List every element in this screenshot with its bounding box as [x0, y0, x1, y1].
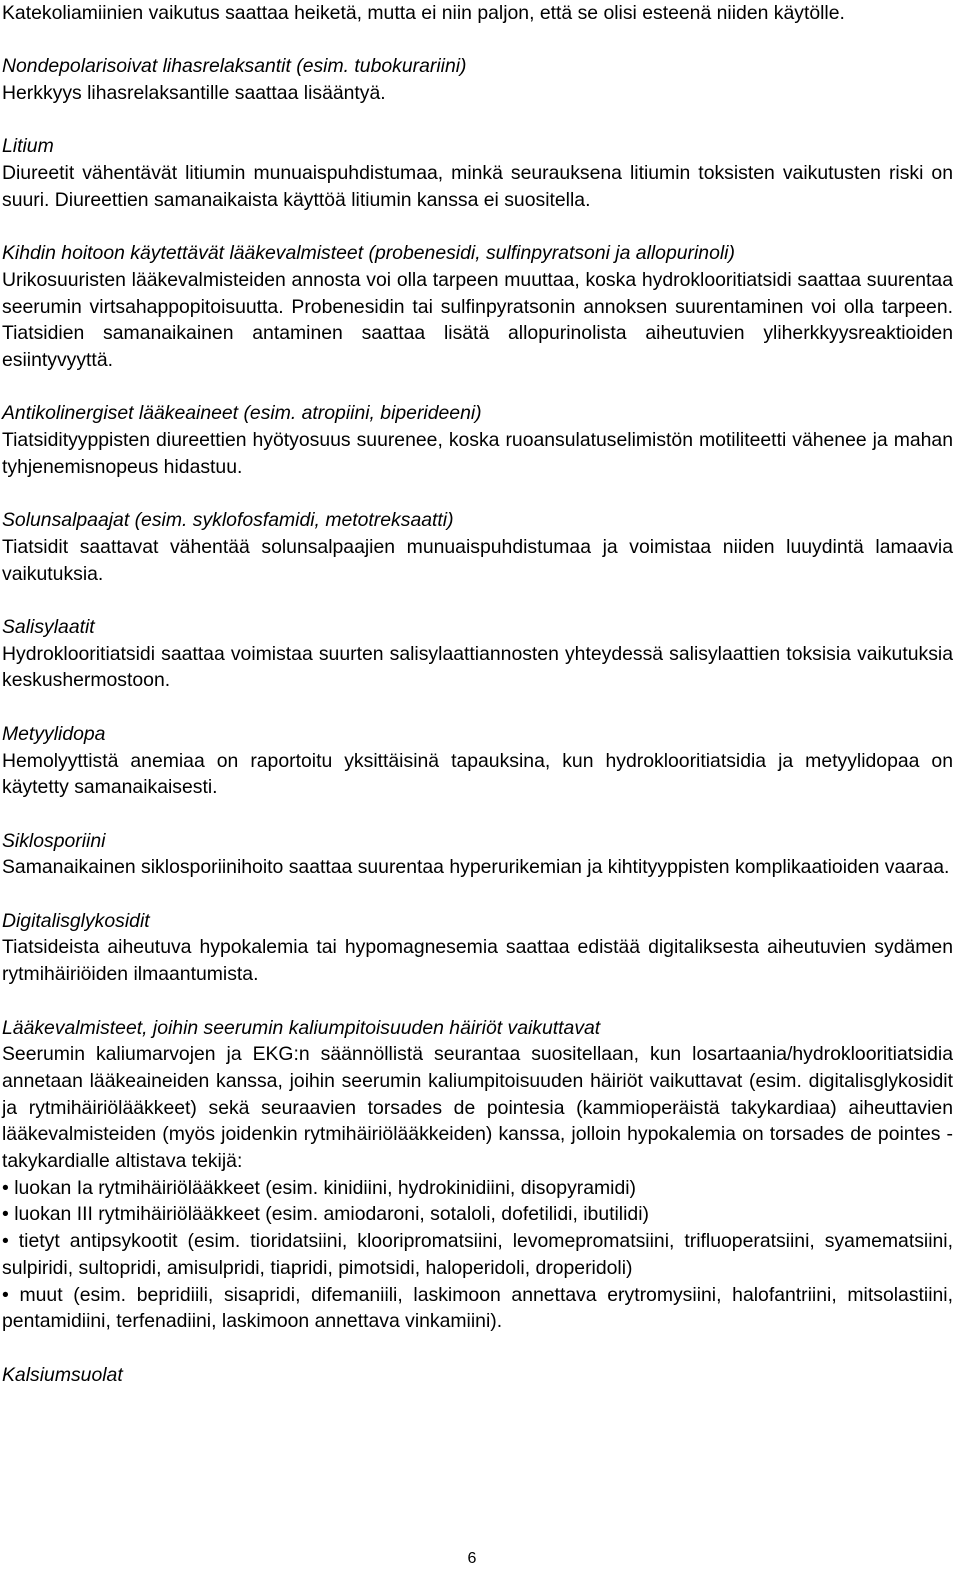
section-heading: Antikolinergiset lääkeaineet (esim. atropiini, biperideeni) [2, 402, 482, 425]
section-body: Diureetit vähentävät litiumin munuaispuhdistumaa, minkä seurauksena litiumin toksisten vaikutusten riski on suuri. Diureettien samanaikaista käyttöä litiumin kanssa ei suositella. [2, 162, 953, 211]
list-item [2, 1201, 953, 1228]
section-heading: Solunsalpaajat (esim. syklofosfamidi, metotreksaatti) [2, 509, 454, 532]
spacer [2, 374, 953, 401]
spacer [2, 481, 953, 508]
section-heading: Siklosporiini [2, 829, 106, 852]
spacer [2, 1335, 953, 1362]
section-body: Tiatsidit saattavat vähentää solunsalpaajien munuaispuhdistumaa ja voimistaa niiden luuydintä lamaavia vaikutuksia. [2, 535, 953, 585]
section-heading: Nondepolarisoivat lihasrelaksantit (esim. tubokurariini) [2, 55, 467, 78]
section-heading: Kihdin hoitoon käytettävät lääkevalmisteet (probenesidi, sulfinpyratsoni ja allopurinoli) [2, 242, 735, 265]
section-heading: Kalsiumsuolat [2, 1363, 123, 1386]
section-heading: Metyylidopa [2, 722, 106, 745]
spacer [2, 694, 953, 721]
list-item [2, 1175, 953, 1202]
spacer [2, 587, 953, 614]
bullet-icon: • [2, 1283, 9, 1306]
list-item [2, 1282, 953, 1335]
section-heading: Litium [2, 135, 54, 158]
list-item [2, 1228, 953, 1281]
section-lithium [2, 133, 953, 213]
section-anticholinergics [2, 400, 953, 480]
page-number: 6 [467, 1550, 477, 1567]
intro-paragraph: Katekoliamiinien vaikutus saattaa heiketä, mutta ei niin paljon, että se olisi esteenä niiden käytölle. [2, 2, 845, 24]
section-muscle-relaxants [2, 53, 953, 106]
bullet-icon: • [2, 1176, 9, 1199]
section-body: Urikosuuristen lääkevalmisteiden annosta voi olla tarpeen muuttaa, koska hydroklooritiatsidi saattaa suurentaa seerumin virtsahappopitoisuutta. Probenesidin tai sulfinpyratsonin annoksen suurentaminen voi olla tarpeen. Tiatsidien samanaikainen antaminen saattaa lisätä allopurinolista aiheutuvien yliherkkyysreaktioiden esiintyvyyttä. [2, 268, 953, 372]
section-body: Tiatsidityyppisten diureettien hyötyosuus suurenee, koska ruoansulatuselimistön motiliteetti vähenee ja mahan tyhjenemisnopeus hidastuu. [2, 429, 953, 478]
section-body: Hydroklooritiatsidi saattaa voimistaa suurten salisylaattiannosten yhteydessä salisylaattien toksisia vaikutuksia keskushermostoon. [2, 642, 953, 692]
spacer [2, 881, 953, 908]
section-potassium-sensitive-drugs [2, 1015, 953, 1335]
section-body: Herkkyys lihasrelaksantille saattaa lisääntyä. [2, 82, 386, 105]
section-body: Hemolyyttistä anemiaa on raportoitu yksittäisinä tapauksina, kun hydroklooritiatsidia ja metyylidopaa on käytetty samanaikaisesti. [2, 749, 953, 799]
section-body: Seerumin kaliumarvojen ja EKG:n säännöllistä seurantaa suositellaan, kun losartaania/hydroklooritiatsidia annetaan lääkeaineiden kanssa, joihin seerumin kaliumpitoisuuden häiriöt vaikuttavat (esim. digitalisglykosidit ja rytmihäiriölääkkeet) sekä seuraavien torsades de pointesia (kammioperäistä takykardiaa) aiheuttavien lääkevalmisteiden (myös joidenkin rytmihäiriölääkkeiden) kanssa, jolloin hypokalemia on torsades de pointes -takykardialle altistava tekijä: [2, 1043, 953, 1173]
spacer [2, 801, 953, 828]
section-cytostatics [2, 507, 953, 587]
spacer [2, 107, 953, 134]
section-gout-medication [2, 240, 953, 374]
drug-bullet-list [2, 1175, 953, 1335]
spacer [2, 27, 953, 54]
list-item-text: muut (esim. bepridiili, sisapridi, difemaniili, laskimoon annettava erytromysiini, halofantriini, mitsolastiini, pentamidiini, terfenadiini, laskimoon annettava vinkamiini). [2, 1283, 953, 1333]
bullet-icon: • [2, 1230, 9, 1253]
section-calcium-salts [2, 1362, 953, 1389]
list-item-text: luokan Ia rytmihäiriölääkkeet (esim. kinidiini, hydrokinidiini, disopyramidi) [14, 1176, 637, 1199]
section-heading: Salisylaatit [2, 616, 95, 639]
section-body: Tiatsideista aiheutuva hypokalemia tai hypomagnesemia saattaa edistää digitaliksesta aiheutuvien sydämen rytmihäiriöiden ilmaantumista. [2, 936, 953, 986]
section-salicylates [2, 614, 953, 694]
spacer [2, 988, 953, 1015]
bullet-icon: • [2, 1203, 9, 1226]
section-heading: Lääkevalmisteet, joihin seerumin kaliumpitoisuuden häiriöt vaikuttavat [2, 1016, 601, 1039]
section-body: Samanaikainen siklosporiinihoito saattaa suurentaa hyperurikemian ja kihtityyppisten komplikaatioiden vaaraa. [2, 856, 950, 879]
spacer [2, 214, 953, 241]
section-digitalis-glycosides [2, 908, 953, 988]
section-heading: Digitalisglykosidit [2, 909, 150, 932]
document-page [2, 0, 953, 1388]
section-methyldopa [2, 721, 953, 801]
section-ciclosporin [2, 828, 953, 881]
list-item-text: tietyt antipsykootit (esim. tioridatsiini, klooripromatsiini, levomepromatsiini, trifluoperatsiini, syamematsiini, sulpiridi, sultopridi, amisulpridi, tiapridi, pimotsidi, haloperidoli, droperidoli) [2, 1230, 953, 1279]
list-item-text: luokan III rytmihäiriölääkkeet (esim. amiodaroni, sotaloli, dofetilidi, ibutilidi) [14, 1203, 649, 1226]
